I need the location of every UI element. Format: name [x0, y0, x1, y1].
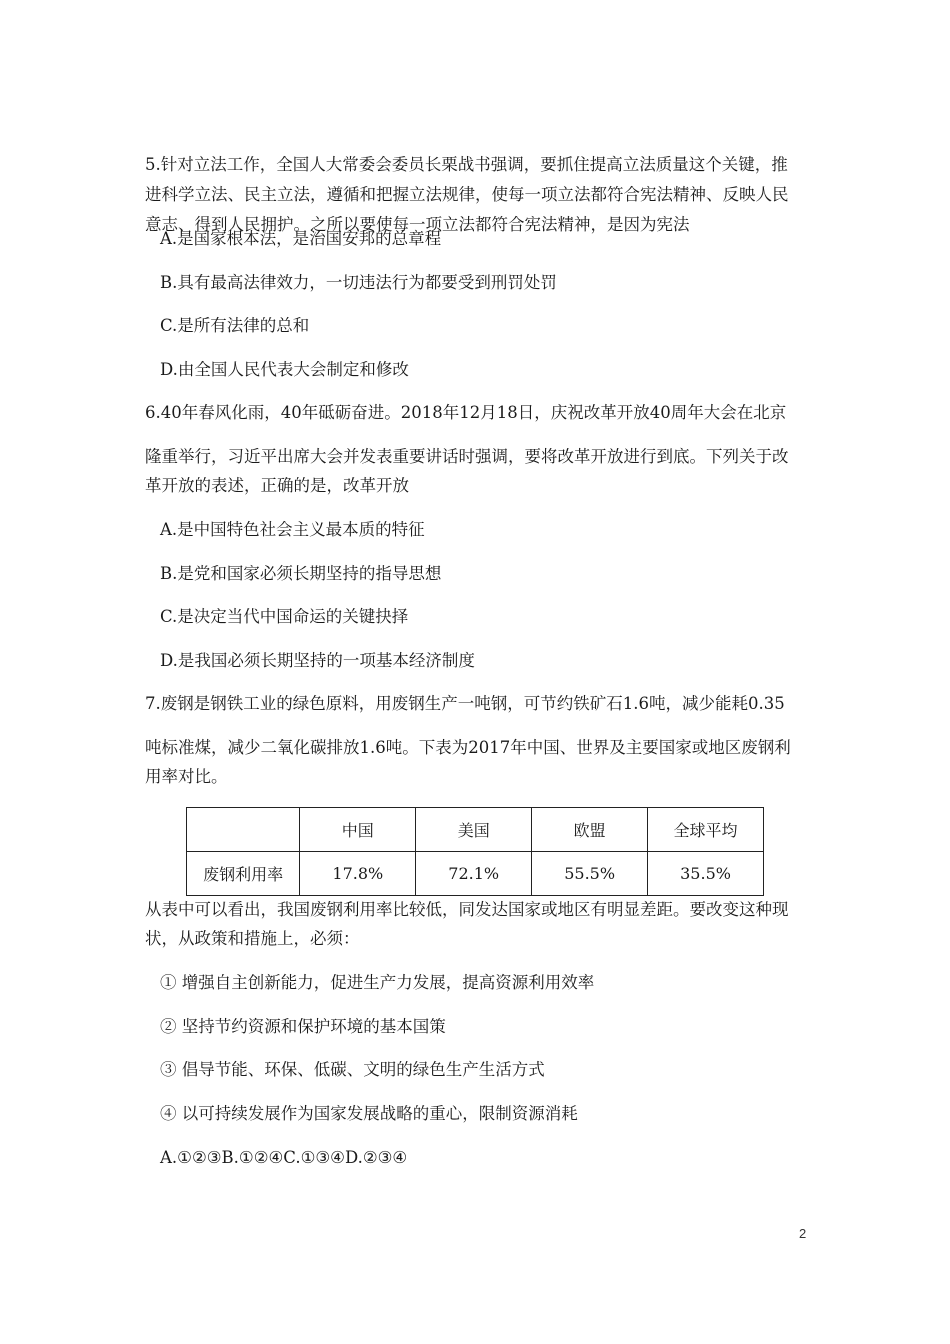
q5-option-c: C.是所有法律的总和: [160, 316, 310, 335]
page-number: 2: [799, 1226, 807, 1241]
q5-stem-line-1: 5.针对立法工作，全国人大常委会委员长栗战书强调，要抓住提高立法质量这个关键，推: [145, 155, 788, 174]
q7-after-line-1: 从表中可以看出，我国废钢利用率比较低，同发达国家或地区有明显差距。要改变这种现: [145, 900, 789, 919]
q7-stem-line-3: 用率对比。: [145, 767, 228, 786]
table-header-row: [187, 808, 764, 852]
table-header-cell: [187, 808, 300, 852]
q7-answer-options: A.①②③B.①②④C.①③④D.②③④: [160, 1148, 408, 1167]
table-cell: 35.5%: [648, 852, 764, 896]
table-row: [187, 852, 764, 896]
q7-stem-line-2: 吨标准煤，减少二氧化碳排放1.6吨。下表为2017年中国、世界及主要国家或地区废钢利: [145, 738, 791, 757]
q6-option-b: B.是党和国家必须长期坚持的指导思想: [160, 564, 442, 583]
q6-option-a: A.是中国特色社会主义最本质的特征: [160, 520, 425, 539]
scrap-steel-table: [186, 807, 764, 896]
q5-stem-line-3: 意志、得到人民拥护。之所以要使每一项立法都符合宪法精神，是因为宪法: [145, 215, 690, 234]
q6-stem-line-1: 6.40年春风化雨，40年砥砺奋进。2018年12月18日，庆祝改革开放40周年大会在北京: [145, 403, 787, 422]
table-header-cell: 全球平均: [648, 808, 764, 852]
q6-stem-line-3: 革开放的表述，正确的是，改革开放: [145, 476, 409, 495]
q5-option-d: D.由全国人民代表大会制定和修改: [160, 360, 409, 379]
q7-item-4: ④ 以可持续发展作为国家发展战略的重心，限制资源消耗: [160, 1104, 578, 1123]
q6-option-c: C.是决定当代中国命运的关键抉择: [160, 607, 409, 626]
table-cell: 72.1%: [416, 852, 532, 896]
q5-option-a: A.是国家根本法，是治国安邦的总章程: [160, 229, 442, 248]
q6-option-d: D.是我国必须长期坚持的一项基本经济制度: [160, 651, 475, 670]
q6-stem-line-2: 隆重举行，习近平出席大会并发表重要讲话时强调，要将改革开放进行到底。下列关于改: [145, 447, 789, 466]
table-row-label: 废钢利用率: [187, 852, 300, 896]
table-header-cell: 美国: [416, 808, 532, 852]
q5-stem-line-2: 进科学立法、民主立法，遵循和把握立法规律，使每一项立法都符合宪法精神、反映人民: [145, 185, 789, 204]
q7-item-3: ③ 倡导节能、环保、低碳、文明的绿色生产生活方式: [160, 1060, 545, 1079]
q7-item-1: ① 增强自主创新能力，促进生产力发展，提高资源利用效率: [160, 973, 595, 992]
table-cell: 55.5%: [532, 852, 648, 896]
table-header-cell: 中国: [300, 808, 416, 852]
q5-option-b: B.具有最高法律效力，一切违法行为都要受到刑罚处罚: [160, 273, 557, 292]
table-cell: 17.8%: [300, 852, 416, 896]
table-header-cell: 欧盟: [532, 808, 648, 852]
q7-stem-line-1: 7.废钢是钢铁工业的绿色原料，用废钢生产一吨钢，可节约铁矿石1.6吨，减少能耗0.35: [145, 694, 785, 713]
q7-after-line-2: 状，从政策和措施上，必须：: [145, 929, 360, 948]
q7-item-2: ② 坚持节约资源和保护环境的基本国策: [160, 1017, 446, 1036]
